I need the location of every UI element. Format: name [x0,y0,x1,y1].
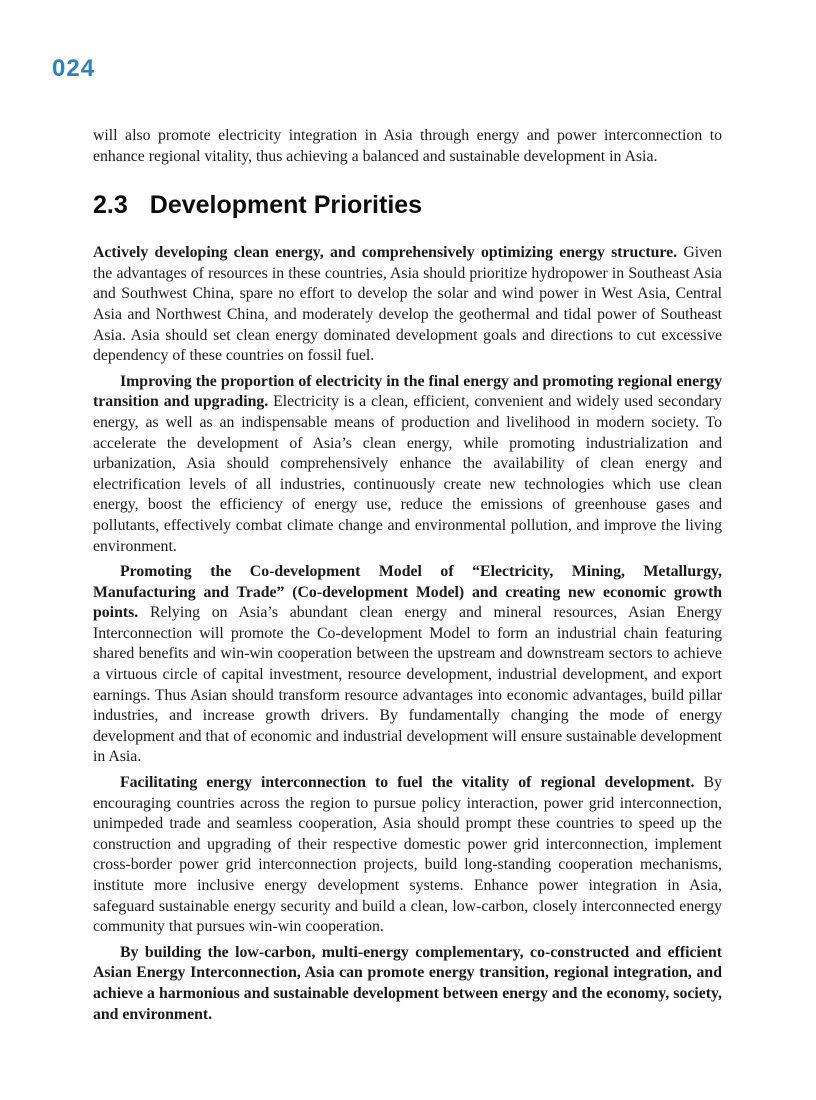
paragraph-text: By encouraging countries across the region to pursue policy interaction, power grid interconnection, unimpeded trade and seamless cooperation, Asia should prompt these countries to speed up the construction and upgrading of their respective domestic power grid interconnection, implement cross-border power grid interconnection projects, build long-standing cooperation mechanisms, institute more inclusive energy development systems. Enhance power integration in Asia, safeguard sustainable energy security and build a clean, low-carbon, closely interconnected energy community that pursues win-win cooperation. [93,774,722,936]
paragraph-list [93,243,722,1025]
page-number: 024 [52,55,96,82]
body-paragraph [93,773,722,938]
paragraph-lead-bold: Facilitating energy interconnection to fuel the vitality of regional development. [120,774,695,792]
section-number: 2.3 [93,191,128,220]
paragraph-lead-bold: Actively developing clean energy, and comprehensively optimizing energy structure. [93,244,678,262]
intro-paragraph: will also promote electricity integration in Asia through energy and power interconnection to enhance regional vitality, thus achieving a balanced and sustainable development in Asia. [93,127,722,165]
paragraph-text: Given the advantages of resources in these countries, Asia should prioritize hydropower in Southeast Asia and Southwest China, spare no effort to develop the solar and wind power in West Asia, Central Asia and Northwest China, and moderately develop the geothermal and tidal power of Southeast Asia. Asia should set clean energy dominated development goals and directions to cut excessive dependency of these countries on fossil fuel. [93,244,722,365]
section-heading [93,191,722,219]
paragraph-text: Relying on Asia’s abundant clean energy and mineral resources, Asian Energy Interconnection will promote the Co-development Model to form an industrial chain featuring shared benefits and win-win cooperation between the upstream and downstream sectors to achieve a virtuous circle of capital investment, resource development, industrial development, and export earnings. Thus Asian should transform resource advantages into economic advantages, build pillar industries, and increase growth drivers. By fundamentally changing the mode of energy development and that of economic and industrial development will ensure sustainable development in Asia. [93,604,722,766]
page-content [93,126,722,1030]
paragraph-text: Electricity is a clean, efficient, convenient and widely used secondary energy, as well as an indispensable means of production and livelihood in modern society. To accelerate the development of Asia’s clean energy, while promoting industrialization and urbanization, Asia should comprehensively enhance the availability of clean energy and electrification levels of all industries, continuously create new technologies which use clean energy, boost the efficiency of energy use, reduce the emissions of greenhouse gases and pollutants, effectively combat climate change and environmental pollution, and improve the living environment. [93,393,722,555]
paragraph-lead-bold: Improving the proportion of electricity in the final energy and promoting regional energy transition and upgrading. [93,372,722,411]
section-title: Development Priorities [149,191,423,220]
paragraph-lead-bold: Promoting the Co-development Model of “Electricity, Mining, Metallurgy, Manufacturing and Trade” (Co-development Model) and creating new economic growth points. [93,563,722,622]
body-paragraph [93,562,722,768]
body-paragraph [93,943,722,1025]
paragraph-lead-bold: By building the low-carbon, multi-energy complementary, co-constructed and efficient Asian Energy Interconnection, Asia can promote energy transition, regional integration, and achieve a harmonious and sustainable development between energy and the economy, society, and environment. [93,943,722,1023]
body-paragraph [93,372,722,557]
body-paragraph [93,243,722,367]
